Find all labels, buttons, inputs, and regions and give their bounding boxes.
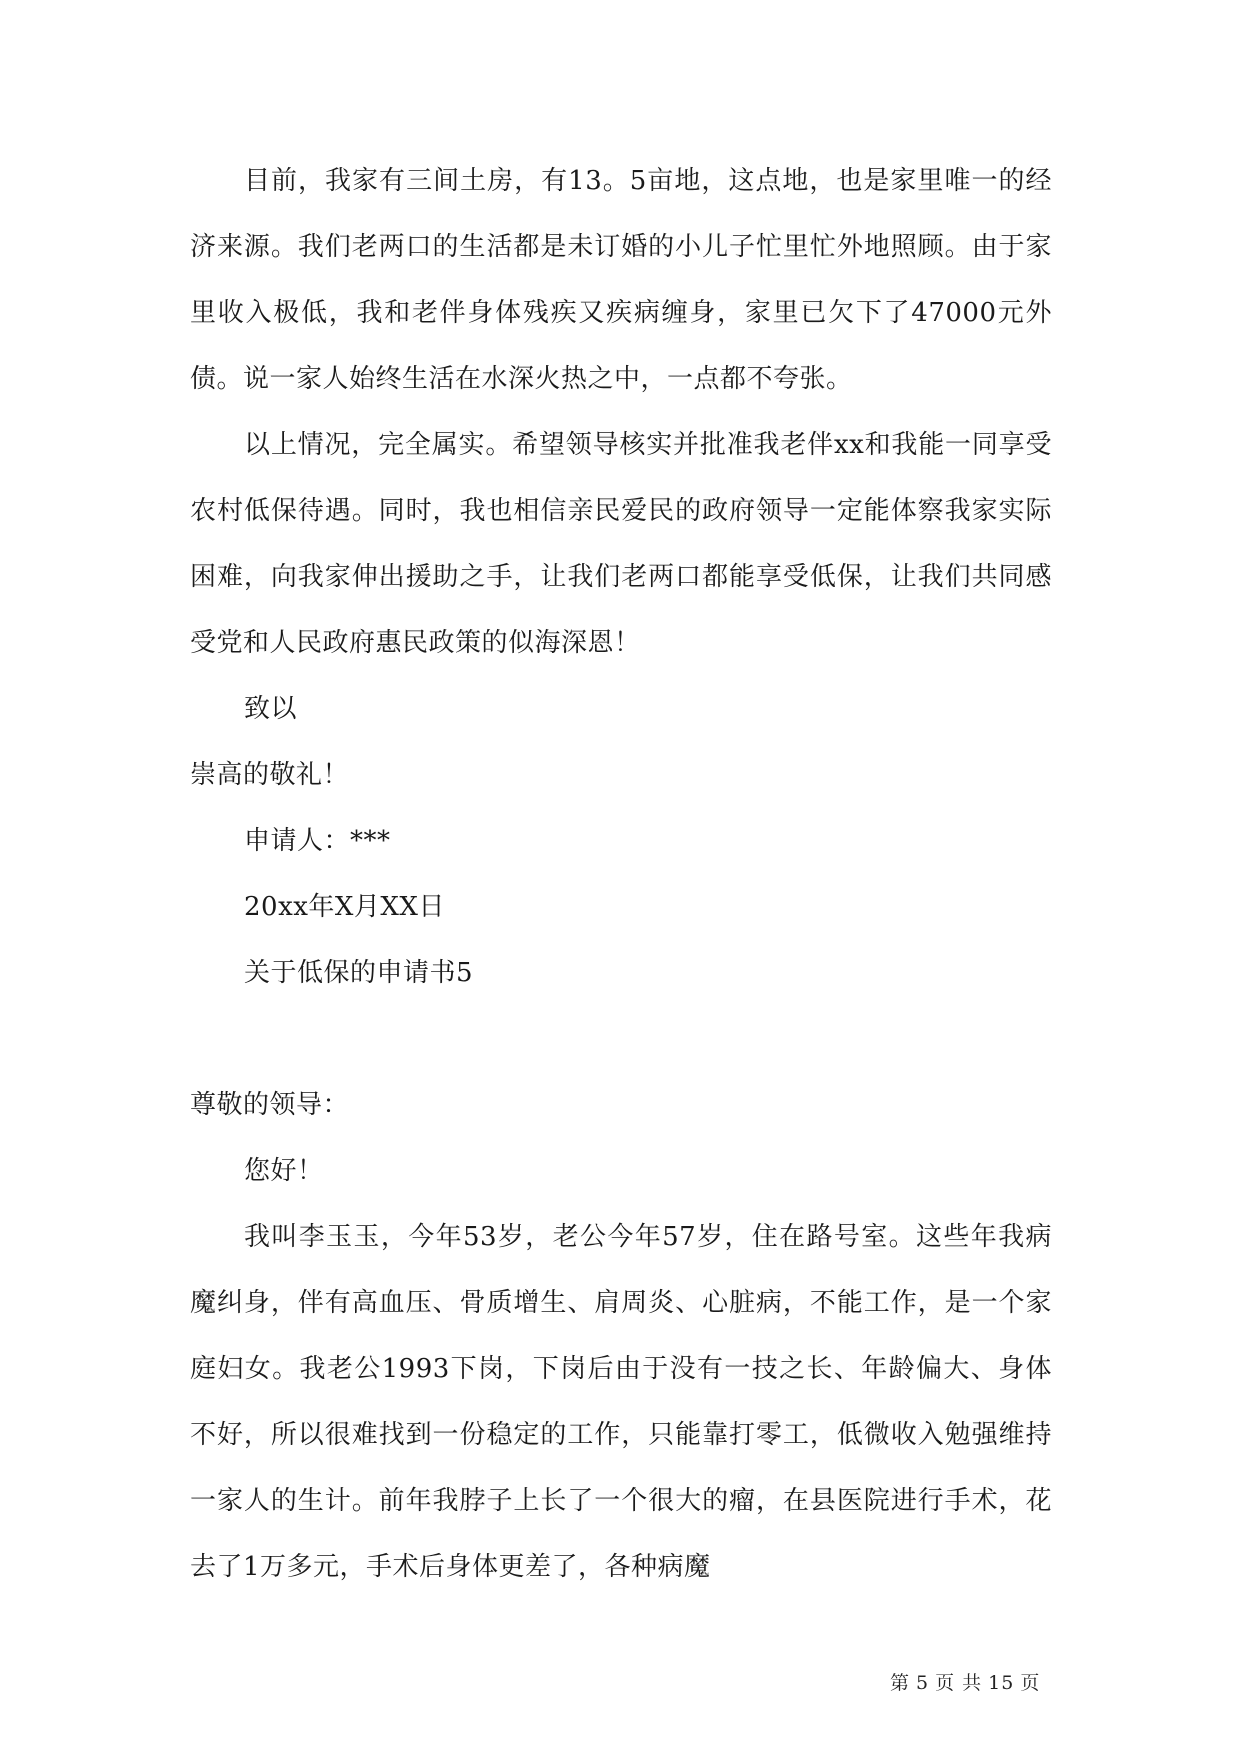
section-spacer <box>190 1006 1052 1072</box>
closing-line-1: 致以 <box>244 694 298 724</box>
document-body <box>190 148 1052 1600</box>
closing-line-2: 崇高的敬礼！ <box>190 760 350 790</box>
footer-total-pages: 15 <box>988 1672 1015 1694</box>
date-line: 20xx年X月XX日 <box>244 892 445 922</box>
greeting: 您好！ <box>244 1156 324 1186</box>
paragraph-family-situation: 目前，我家有三间土房，有13。5亩地，这点地，也是家里唯一的经济来源。我们老两口的生活都是未订婚的小儿子忙里忙外地照顾。由于家里收入极低，我和老伴身体残疾又疾病缠身，家里已欠下了47000元外债。说一家人始终生活在水深火热之中，一点都不夸张。 <box>190 166 1052 394</box>
section-title: 关于低保的申请书5 <box>244 958 474 988</box>
applicant-signature: 申请人：*** <box>244 826 391 856</box>
paragraph-request: 以上情况，完全属实。希望领导核实并批准我老伴xx和我能一同享受农村低保待遇。同时，我也相信亲民爱民的政府领导一定能体察我家实际困难，向我家伸出援助之手，让我们老两口都能享受低保，让我们共同感受党和人民政府惠民政策的似海深恩！ <box>190 430 1052 658</box>
page-footer <box>890 1668 1046 1695</box>
footer-prefix: 第 <box>890 1672 911 1694</box>
footer-current-page: 5 <box>916 1672 930 1694</box>
salutation: 尊敬的领导： <box>190 1090 350 1120</box>
footer-suffix: 页 <box>1020 1672 1041 1694</box>
footer-middle: 页 共 <box>935 1672 983 1694</box>
paragraph-personal-situation: 我叫李玉玉，今年53岁，老公今年57岁，住在路号室。这些年我病魔纠身，伴有高血压、骨质增生、肩周炎、心脏病，不能工作，是一个家庭妇女。我老公1993下岗，下岗后由于没有一技之长、年龄偏大、身体不好，所以很难找到一份稳定的工作，只能靠打零工，低微收入勉强维持一家人的生计。前年我脖子上长了一个很大的瘤，在县医院进行手术，花去了1万多元，手术后身体更差了，各种病魔 <box>190 1222 1052 1582</box>
